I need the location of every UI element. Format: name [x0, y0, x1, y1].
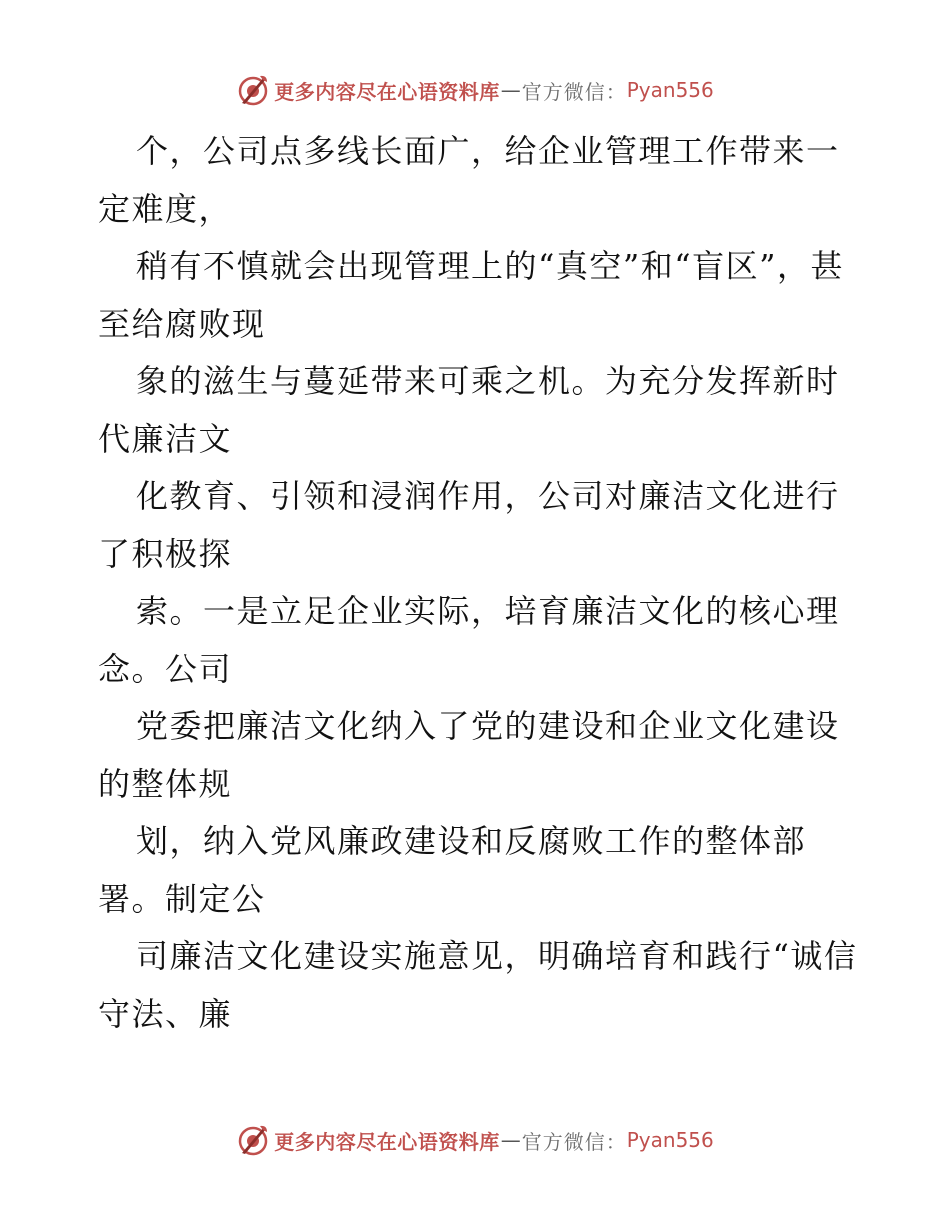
body-paragraph-8: 司廉洁文化建设实施意见，明确培育和践行“诚信守法、廉 [98, 937, 858, 1033]
body-paragraph-3: 象的滋生与蔓延带来可乘之机。为充分发挥新时代廉洁文 [98, 362, 840, 458]
body-paragraph-2: 稍有不慎就会出现管理上的“真空”和“盲区”，甚至给腐败现 [98, 247, 844, 343]
body-paragraph-4: 化教育、引领和浸润作用，公司对廉洁文化进行了积极探 [98, 477, 840, 573]
document-body [98, 123, 858, 1043]
body-paragraph-6: 党委把廉洁文化纳入了党的建设和企业文化建设的整体规 [98, 707, 840, 803]
body-paragraph-1: 个，公司点多线长面广，给企业管理工作带来一定难度， [98, 132, 840, 228]
header-wechat-id: Pyan556 [626, 78, 714, 102]
body-paragraph-5: 索。一是立足企业实际，培育廉洁文化的核心理念。公司 [98, 592, 840, 688]
header-brand-text: 更多内容尽在心语资料库 [274, 79, 500, 104]
footer-banner [0, 1120, 950, 1160]
header-separator: — [500, 78, 521, 102]
footer-official-label: 官方微信： [521, 1129, 627, 1154]
footer-brand-text: 更多内容尽在心语资料库 [274, 1129, 500, 1154]
header-banner [0, 70, 950, 110]
quill-seal-logo-icon [236, 1123, 270, 1157]
body-paragraph-7: 划，纳入党风廉政建设和反腐败工作的整体部署。制定公 [98, 822, 807, 918]
quill-seal-logo-icon [236, 73, 270, 107]
footer-separator: — [500, 1128, 521, 1152]
footer-wechat-id: Pyan556 [626, 1128, 714, 1152]
header-official-label: 官方微信： [521, 79, 627, 104]
